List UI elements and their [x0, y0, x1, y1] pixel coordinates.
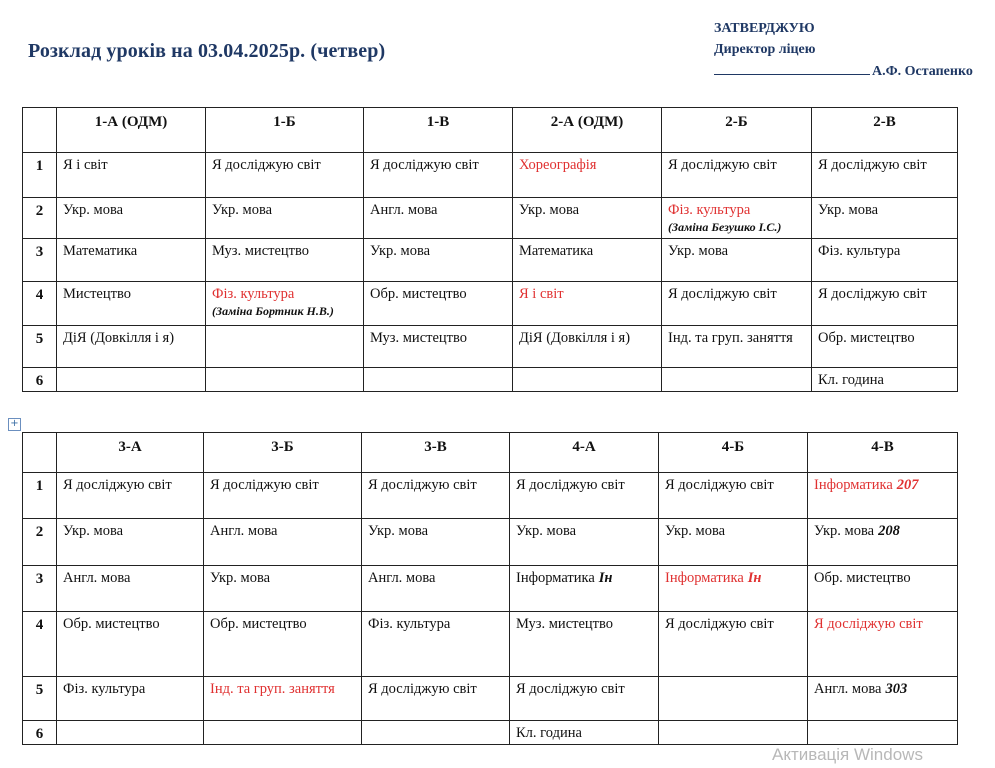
subject-name: Обр. мистецтво	[814, 570, 911, 586]
lesson-number: 5	[23, 677, 57, 721]
lesson-cell	[812, 368, 958, 392]
subject-name: Я досліджую світ	[668, 286, 777, 302]
lesson-cell	[808, 473, 958, 519]
class-header: 4-Б	[659, 433, 808, 473]
subject-name: Я і світ	[63, 157, 108, 173]
subject-name: Укр. мова	[814, 523, 875, 539]
lesson-cell	[57, 612, 204, 677]
subject-name: Фіз. культура	[63, 681, 146, 697]
room-label: 208	[878, 523, 900, 539]
lesson-cell	[513, 198, 662, 239]
lesson-cell	[206, 153, 364, 198]
subject-name: Фіз. культура	[212, 286, 295, 302]
lesson-cell	[57, 198, 206, 239]
substitution-note: (Заміна Бортник Н.В.)	[212, 304, 334, 318]
lesson-cell	[510, 721, 659, 745]
subject-name: Я досліджую світ	[212, 157, 321, 173]
subject-name: Укр. мова	[212, 202, 273, 218]
lesson-cell	[812, 326, 958, 368]
class-header: 2-Б	[662, 108, 812, 153]
substitution-note: (Заміна Безушко І.С.)	[668, 220, 782, 234]
lesson-cell	[57, 566, 204, 612]
lesson-cell	[206, 326, 364, 368]
lesson-row	[23, 239, 958, 282]
lesson-cell	[362, 473, 510, 519]
lesson-cell	[662, 326, 812, 368]
lesson-cell	[812, 282, 958, 326]
windows-activation-watermark: Активація Windows	[772, 745, 923, 764]
subject-name: Укр. мова	[368, 523, 429, 539]
subject-name: Укр. мова	[668, 243, 729, 259]
lesson-number: 6	[23, 368, 57, 392]
lesson-cell	[362, 612, 510, 677]
subject-name: Муз. мистецтво	[212, 243, 309, 259]
lesson-row	[23, 198, 958, 239]
subject-name: Обр. мистецтво	[818, 330, 915, 346]
lesson-cell	[206, 198, 364, 239]
lesson-cell	[206, 282, 364, 326]
lesson-cell	[57, 153, 206, 198]
lesson-cell	[57, 326, 206, 368]
lesson-cell	[364, 282, 513, 326]
lesson-row	[23, 282, 958, 326]
subject-name: Англ. мова	[814, 681, 882, 697]
lesson-cell	[808, 566, 958, 612]
subject-name: Укр. мова	[210, 570, 271, 586]
class-header: 4-В	[808, 433, 958, 473]
lesson-cell	[808, 612, 958, 677]
subject-name: Обр. мистецтво	[63, 616, 160, 632]
lesson-cell	[57, 239, 206, 282]
lesson-cell	[57, 368, 206, 392]
lesson-cell	[510, 566, 659, 612]
lesson-cell	[659, 519, 808, 566]
lesson-cell	[364, 153, 513, 198]
subject-name: Укр. мова	[63, 202, 124, 218]
subject-name: Я досліджую світ	[818, 286, 927, 302]
subject-name: Математика	[519, 243, 594, 259]
subject-name: Укр. мова	[818, 202, 879, 218]
subject-name: Я досліджую світ	[668, 157, 777, 173]
subject-name: Я досліджую світ	[818, 157, 927, 173]
subject-name: Я досліджую світ	[516, 477, 625, 493]
subject-name: Муз. мистецтво	[370, 330, 467, 346]
lesson-number: 5	[23, 326, 57, 368]
subject-name: Укр. мова	[519, 202, 580, 218]
subject-name: Я досліджую світ	[665, 477, 774, 493]
lesson-cell	[204, 721, 362, 745]
lesson-cell	[659, 677, 808, 721]
lesson-cell	[510, 473, 659, 519]
class-header: 2-В	[812, 108, 958, 153]
subject-name: Я досліджую світ	[368, 477, 477, 493]
lesson-cell	[204, 612, 362, 677]
subject-name: Я досліджую світ	[516, 681, 625, 697]
lesson-cell	[204, 677, 362, 721]
subject-name: Хореографія	[519, 157, 597, 173]
lesson-row	[23, 677, 958, 721]
subject-name: Англ. мова	[368, 570, 436, 586]
lesson-cell	[808, 519, 958, 566]
lesson-cell	[662, 153, 812, 198]
subject-name: Фіз. культура	[368, 616, 451, 632]
approval-heading: ЗАТВЕРДЖУЮ	[714, 21, 815, 36]
signature-name: А.Ф. Остапенко	[872, 64, 973, 79]
room-label: Ін	[747, 570, 762, 586]
subject-name: Кл. година	[818, 372, 884, 388]
corner-cell	[23, 433, 57, 473]
subject-name: Інформатика	[814, 477, 893, 493]
subject-name: Мистецтво	[63, 286, 131, 302]
lesson-cell	[204, 473, 362, 519]
lesson-cell	[510, 612, 659, 677]
lesson-cell	[204, 519, 362, 566]
subject-name: Укр. мова	[665, 523, 726, 539]
lesson-cell	[206, 239, 364, 282]
subject-name: Укр. мова	[63, 523, 124, 539]
class-header: 4-А	[510, 433, 659, 473]
lesson-cell	[812, 198, 958, 239]
subject-name: Муз. мистецтво	[516, 616, 613, 632]
lesson-number: 3	[23, 239, 57, 282]
lesson-cell	[510, 677, 659, 721]
lesson-cell	[812, 239, 958, 282]
schedule-table-grades-1-2	[22, 107, 958, 392]
subject-name: Інд. та груп. заняття	[210, 681, 335, 697]
page-title: Розклад уроків на 03.04.2025р. (четвер)	[28, 40, 386, 62]
lesson-cell	[513, 368, 662, 392]
lesson-cell	[57, 519, 204, 566]
class-header: 3-Б	[204, 433, 362, 473]
subject-name: Я і світ	[519, 286, 564, 302]
lesson-cell	[364, 239, 513, 282]
lesson-number: 1	[23, 153, 57, 198]
room-label: Ін	[598, 570, 613, 586]
class-header: 1-Б	[206, 108, 364, 153]
subject-name: ДіЯ (Довкілля і я)	[63, 330, 175, 346]
lesson-cell	[206, 368, 364, 392]
lesson-cell	[364, 326, 513, 368]
approval-signature	[714, 60, 973, 82]
lesson-number: 1	[23, 473, 57, 519]
lesson-cell	[513, 239, 662, 282]
class-header: 3-В	[362, 433, 510, 473]
lesson-cell	[513, 153, 662, 198]
subject-name: Інд. та груп. заняття	[668, 330, 793, 346]
subject-name: Математика	[63, 243, 138, 259]
lesson-row	[23, 612, 958, 677]
lesson-cell	[57, 282, 206, 326]
lesson-cell	[808, 721, 958, 745]
subject-name: Інформатика	[516, 570, 595, 586]
lesson-number: 6	[23, 721, 57, 745]
lesson-cell	[812, 153, 958, 198]
room-label: 303	[885, 681, 908, 697]
subject-name: Англ. мова	[210, 523, 278, 539]
class-header: 2-А (ОДМ)	[513, 108, 662, 153]
subject-name: Фіз. культура	[668, 202, 751, 218]
room-label: 207	[896, 477, 919, 493]
lesson-cell	[362, 566, 510, 612]
lesson-cell	[513, 282, 662, 326]
schedule-table-grades-3-4	[22, 432, 958, 745]
subject-name: Англ. мова	[63, 570, 131, 586]
subject-name: Я досліджую світ	[210, 477, 319, 493]
approval-position: Директор ліцею	[714, 42, 816, 57]
lesson-cell	[362, 519, 510, 566]
lesson-cell	[659, 566, 808, 612]
lesson-cell	[57, 677, 204, 721]
lesson-number: 4	[23, 612, 57, 677]
lesson-cell	[364, 198, 513, 239]
class-header: 1-А (ОДМ)	[57, 108, 206, 153]
lesson-row	[23, 566, 958, 612]
subject-name: Інформатика	[665, 570, 744, 586]
table-move-handle-icon[interactable]: +	[8, 418, 21, 431]
approval-block	[714, 18, 973, 82]
subject-name: Англ. мова	[370, 202, 438, 218]
subject-name: Укр. мова	[516, 523, 577, 539]
lesson-cell	[57, 721, 204, 745]
subject-name: Обр. мистецтво	[370, 286, 467, 302]
subject-name: Я досліджую світ	[63, 477, 172, 493]
lesson-cell	[204, 566, 362, 612]
lesson-cell	[662, 282, 812, 326]
lesson-cell	[659, 721, 808, 745]
class-header: 1-В	[364, 108, 513, 153]
lesson-cell	[513, 326, 662, 368]
lesson-cell	[362, 677, 510, 721]
corner-cell	[23, 108, 57, 153]
lesson-cell	[662, 239, 812, 282]
lesson-row	[23, 721, 958, 745]
subject-name: Обр. мистецтво	[210, 616, 307, 632]
lesson-number: 4	[23, 282, 57, 326]
lesson-cell	[662, 368, 812, 392]
class-header: 3-А	[57, 433, 204, 473]
lesson-cell	[808, 677, 958, 721]
lesson-row	[23, 326, 958, 368]
subject-name: Кл. година	[516, 725, 582, 741]
lesson-row	[23, 519, 958, 566]
lesson-cell	[659, 473, 808, 519]
subject-name: ДіЯ (Довкілля і я)	[519, 330, 631, 346]
lesson-row	[23, 153, 958, 198]
subject-name: Фіз. культура	[818, 243, 901, 259]
lesson-cell	[364, 368, 513, 392]
lesson-number: 3	[23, 566, 57, 612]
lesson-number: 2	[23, 198, 57, 239]
subject-name: Я досліджую світ	[370, 157, 479, 173]
signature-line	[714, 60, 870, 75]
lesson-cell	[362, 721, 510, 745]
lesson-row	[23, 368, 958, 392]
lesson-cell	[659, 612, 808, 677]
subject-name: Я досліджую світ	[368, 681, 477, 697]
subject-name: Укр. мова	[370, 243, 431, 259]
lesson-cell	[662, 198, 812, 239]
subject-name: Я досліджую світ	[665, 616, 774, 632]
lesson-number: 2	[23, 519, 57, 566]
subject-name: Я досліджую світ	[814, 616, 923, 632]
lesson-row	[23, 473, 958, 519]
lesson-cell	[510, 519, 659, 566]
lesson-cell	[57, 473, 204, 519]
